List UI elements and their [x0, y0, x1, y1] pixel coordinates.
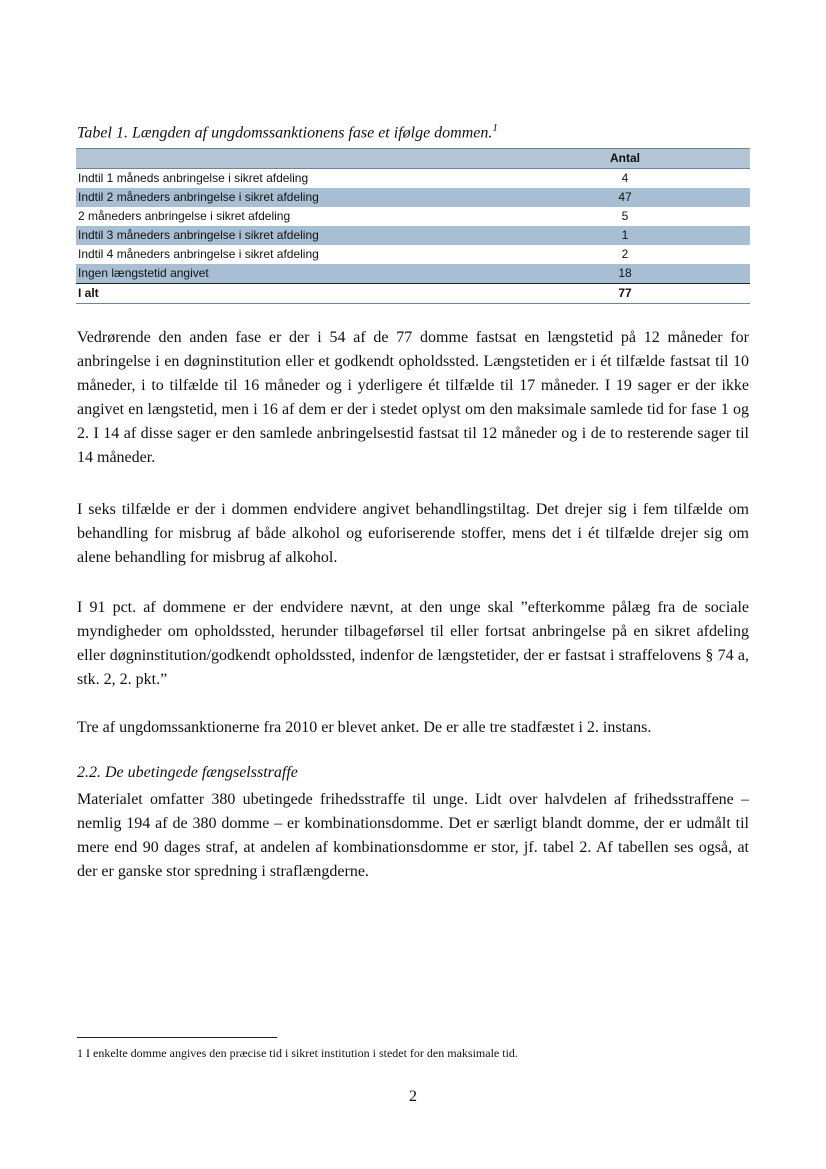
body-paragraph: Tre af ungdomssanktionerne fra 2010 er blevet anket. De er alle tre stadfæstet i 2. instans.: [77, 719, 652, 736]
row-label: Indtil 1 måneds anbringelse i sikret afdeling: [78, 171, 309, 185]
row-label: Indtil 2 måneders anbringelse i sikret afdeling: [76, 188, 500, 207]
footnote: 1 I enkelte domme angives den præcise tid i sikret institution i stedet for den maksimale tid.: [77, 1046, 518, 1060]
section-heading: 2.2. De ubetingede fængselsstraffe: [77, 764, 298, 781]
table-row: [76, 264, 750, 284]
header-count-cell: Antal: [500, 149, 750, 169]
table-row: [76, 245, 750, 264]
body-paragraph: Vedrørende den anden fase er der i 54 af de 77 domme fastsat en længstetid på 12 måneder for anbringelse i en døgninstitution eller et godkendt opholdssted. Længstetiden er i ét tilfælde fastsat til 10 måneder, i to tilfælde til 16 måneder og i yderligere ét tilfælde til 17 måneder. I 19 sager er der ikke angivet en længstetid, men i 16 af dem er der i stedet oplyst om den maksimale samlede tid for fase 1 og 2. I 14 af disse sager er den samlede anbringelsestid fastsat til 12 måneder og i de to resterende sager til 14 måneder.: [77, 329, 749, 466]
row-label: 2 måneders anbringelse i sikret afdeling: [78, 209, 291, 223]
total-label: I alt: [76, 284, 500, 304]
table-row: [76, 188, 750, 207]
table-row: [76, 226, 750, 245]
header-label-cell: [76, 149, 500, 169]
table-total-row: [76, 284, 750, 304]
table-row: [76, 169, 750, 189]
row-value: 1: [500, 226, 750, 245]
table-row: [76, 207, 750, 226]
footnote-divider: [77, 1037, 277, 1038]
table-header-row: [76, 149, 750, 169]
section-paragraph: Materialet omfatter 380 ubetingede frihedsstraffe til unge. Lidt over halvdelen af frihedsstraffene – nemlig 194 af de 380 domme – er kombinationsdomme. Det er særligt blandt domme, der er udmålt til mere end 90 dages straf, at andelen af kombinationsdomme er stor, jf. tabel 2. Af tabellen ses også, at der er ganske stor spredning i straflængderne.: [77, 791, 749, 880]
footnote-ref: 1: [492, 122, 498, 134]
page-number: 2: [409, 1088, 417, 1105]
duration-table: [76, 148, 750, 304]
body-paragraph: I seks tilfælde er der i dommen endvidere angivet behandlingstiltag. Det drejer sig i fem tilfælde om behandling for misbrug af både alkohol og euforiserende stoffer, mens det i ét tilfælde drejer sig om alene behandling for misbrug af alkohol.: [77, 501, 749, 566]
row-value: 5: [621, 209, 629, 223]
row-label: Ingen længstetid angivet: [76, 264, 500, 284]
row-value: 4: [621, 171, 629, 185]
table-caption-text: Tabel 1. Længden af ungdomssanktionens fase et ifølge dommen.: [77, 124, 493, 142]
row-value: 2: [621, 247, 629, 261]
row-value: 18: [500, 264, 750, 284]
table-caption: [77, 122, 498, 142]
row-label: Indtil 4 måneders anbringelse i sikret afdeling: [78, 247, 319, 261]
row-label: Indtil 3 måneders anbringelse i sikret afdeling: [76, 226, 500, 245]
total-value: 77: [500, 284, 750, 304]
row-value: 47: [500, 188, 750, 207]
body-paragraph: I 91 pct. af dommene er der endvidere nævnt, at den unge skal ”efterkomme pålæg fra de sociale myndigheder om opholdssted, herunder tilbageførsel til eller fortsat anbringelse på en sikret afdeling eller døgninstitution/godkendt opholdssted, indenfor de længstetider, der er fastsat i straffelovens § 74 a, stk. 2, 2. pkt.”: [77, 599, 749, 688]
